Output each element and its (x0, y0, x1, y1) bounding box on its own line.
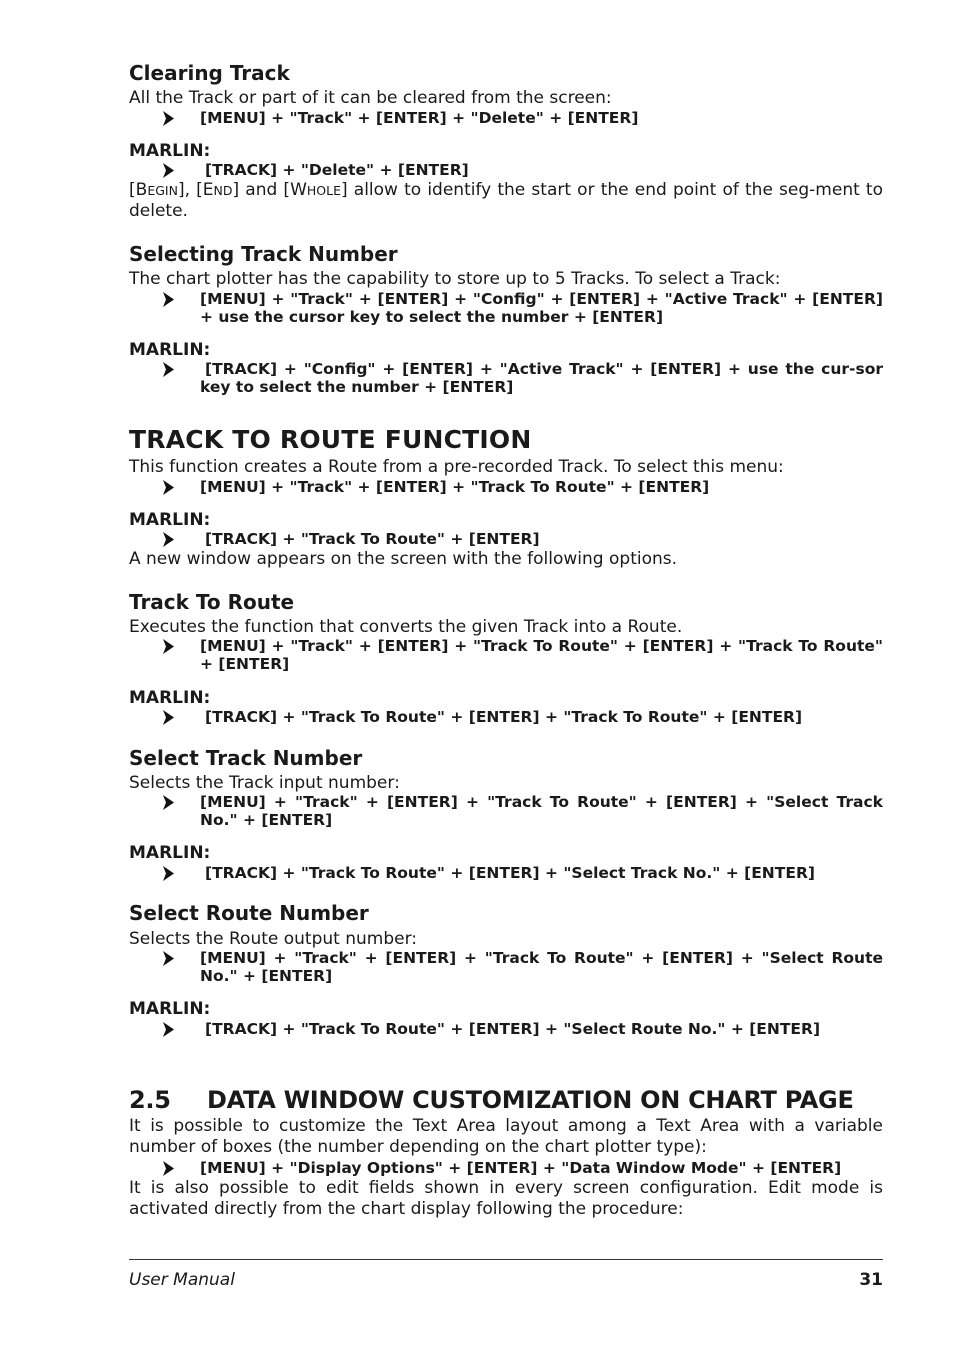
data-window-heading (129, 1085, 883, 1115)
selecting-track-number-command: [MENU] + "Track" + [ENTER] + "Config" + [ENTER] + "Active Track" + [ENTER] + use the cursor key to select the number + [ENTER] (129, 290, 883, 326)
clearing-track-heading: Clearing Track (129, 61, 290, 85)
select-route-number-heading: Select Route Number (129, 901, 369, 925)
chevron-right-icon (161, 531, 177, 548)
page-number: 31 (859, 1270, 883, 1290)
chevron-right-icon (161, 479, 177, 496)
select-track-number-heading: Select Track Number (129, 746, 363, 770)
clearing-track-command: [MENU] + "Track" + [ENTER] + "Delete" + [ENTER] (129, 109, 883, 127)
track-to-route-marlin-command: [TRACK] + "Track To Route" + [ENTER] + "Track To Route" + [ENTER] (129, 708, 883, 726)
data-window-command: [MENU] + "Display Options" + [ENTER] + "Data Window Mode" + [ENTER] (129, 1159, 883, 1177)
track-to-route-command: [MENU] + "Track" + [ENTER] + "Track To Route" + [ENTER] + "Track To Route" + [ENTER] (129, 637, 883, 673)
footer-divider (129, 1259, 883, 1260)
chevron-right-icon (161, 162, 177, 179)
footer-title: User Manual (129, 1270, 235, 1290)
select-track-number-marlin-command: [TRACK] + "Track To Route" + [ENTER] + "Select Track No." + [ENTER] (129, 864, 883, 882)
chevron-right-icon (161, 709, 177, 726)
marlin-label: MARLIN: (129, 843, 211, 863)
track-to-route-function-marlin-command: [TRACK] + "Track To Route" + [ENTER] (129, 530, 883, 548)
select-track-number-intro: Selects the Track input number: (129, 773, 400, 793)
track-to-route-intro: Executes the function that converts the given Track into a Route. (129, 617, 683, 637)
chevron-right-icon (161, 865, 177, 882)
track-to-route-function-command: [MENU] + "Track" + [ENTER] + "Track To Route" + [ENTER] (129, 478, 883, 496)
track-to-route-function-intro: This function creates a Route from a pre-recorded Track. To select this menu: (129, 457, 784, 477)
chevron-right-icon (161, 950, 177, 967)
marlin-label: MARLIN: (129, 688, 211, 708)
chevron-right-icon (161, 110, 177, 127)
chevron-right-icon (161, 638, 177, 655)
select-track-number-command: [MENU] + "Track" + [ENTER] + "Track To Route" + [ENTER] + "Select Track No." + [ENTER] (129, 793, 883, 829)
data-window-after: It is also possible to edit fields shown in every screen configuration. Edit mode is activated directly from the chart display following the procedure: (129, 1178, 883, 1219)
section-number: 2.5 (129, 1086, 171, 1114)
marlin-label: MARLIN: (129, 340, 211, 360)
selecting-track-number-marlin-command: [TRACK] + "Config" + [ENTER] + "Active Track" + [ENTER] + use the cur-sor key to select the number + [ENTER] (129, 360, 883, 396)
data-window-intro: It is possible to customize the Text Area layout among a Text Area with a variable number of boxes (the number depending on the chart plotter type): (129, 1116, 883, 1157)
clearing-track-intro: All the Track or part of it can be cleared from the screen: (129, 88, 612, 108)
selecting-track-number-intro: The chart plotter has the capability to store up to 5 Tracks. To select a Track: (129, 269, 781, 289)
track-to-route-function-after: A new window appears on the screen with the following options. (129, 549, 678, 569)
track-to-route-function-heading: TRACK TO ROUTE FUNCTION (129, 425, 532, 454)
clearing-track-note: [BEGIN], [END] and [WHOLE] allow to identify the start or the end point of the seg-ment to delete. (129, 180, 883, 221)
clearing-track-marlin-command: [TRACK] + "Delete" + [ENTER] (129, 161, 883, 179)
chevron-right-icon (161, 361, 177, 378)
select-route-number-marlin-command: [TRACK] + "Track To Route" + [ENTER] + "Select Route No." + [ENTER] (129, 1020, 883, 1038)
select-route-number-command: [MENU] + "Track" + [ENTER] + "Track To Route" + [ENTER] + "Select Route No." + [ENTER] (129, 949, 883, 985)
chevron-right-icon (161, 1160, 177, 1177)
chevron-right-icon (161, 794, 177, 811)
selecting-track-number-heading: Selecting Track Number (129, 242, 398, 266)
marlin-label: MARLIN: (129, 999, 211, 1019)
select-route-number-intro: Selects the Route output number: (129, 929, 418, 949)
chevron-right-icon (161, 1021, 177, 1038)
marlin-label: MARLIN: (129, 141, 211, 161)
chevron-right-icon (161, 291, 177, 308)
section-title: DATA WINDOW CUSTOMIZATION ON CHART PAGE (207, 1086, 854, 1114)
marlin-label: MARLIN: (129, 510, 211, 530)
track-to-route-heading: Track To Route (129, 590, 295, 614)
